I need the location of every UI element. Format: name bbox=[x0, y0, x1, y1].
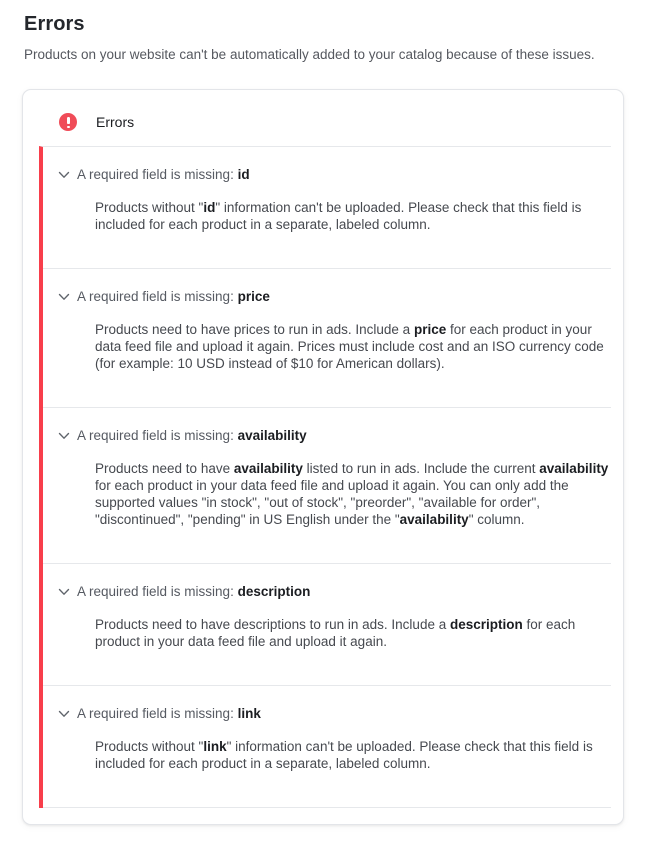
error-item-toggle[interactable] bbox=[57, 166, 611, 183]
error-item-toggle[interactable] bbox=[57, 427, 611, 444]
error-item bbox=[43, 564, 611, 686]
page-title: Errors bbox=[24, 13, 85, 35]
error-item-title: A required field is missing: id bbox=[77, 167, 250, 182]
error-item bbox=[43, 147, 611, 269]
errors-card bbox=[22, 89, 624, 825]
error-item-toggle[interactable] bbox=[57, 583, 611, 600]
error-item-title: A required field is missing: link bbox=[77, 706, 261, 721]
error-item-description: Products without "link" information can't be uploaded. Please check that this field is included for each product in a separate, labeled column. bbox=[95, 739, 593, 771]
error-item-toggle[interactable] bbox=[57, 288, 611, 305]
error-item-description: Products need to have availability listed to run in ads. Include the current availability for each product in your data feed file and upload it again. You can only add the supported values "in stock", "out of stock", "preorder", "available for order", "discontinued", "pending" in US English under the "availability" column. bbox=[95, 461, 609, 527]
error-list bbox=[39, 146, 611, 808]
error-item-toggle[interactable] bbox=[57, 705, 611, 722]
error-item bbox=[43, 269, 611, 408]
error-item-description: Products need to have prices to run in ads. Include a price for each product in your data feed file and upload it again. Prices must include cost and an ISO currency code (for example: 10 USD instead of $10 for American dollars). bbox=[95, 322, 604, 371]
chevron-down-icon[interactable] bbox=[57, 585, 71, 599]
chevron-down-icon[interactable] bbox=[57, 168, 71, 182]
error-item-description: Products need to have descriptions to run in ads. Include a description for each product in your data feed file and upload it again. bbox=[95, 617, 576, 649]
chevron-down-icon[interactable] bbox=[57, 429, 71, 443]
page-subtitle: Products on your website can't be automatically added to your catalog because of these issues. bbox=[24, 47, 595, 62]
chevron-down-icon[interactable] bbox=[57, 290, 71, 304]
error-item-title: A required field is missing: price bbox=[77, 289, 270, 304]
error-item bbox=[43, 686, 611, 808]
error-item bbox=[43, 408, 611, 564]
chevron-down-icon[interactable] bbox=[57, 707, 71, 721]
error-item-title: A required field is missing: availability bbox=[77, 428, 307, 443]
error-item-description: Products without "id" information can't be uploaded. Please check that this field is included for each product in a separate, labeled column. bbox=[95, 200, 582, 232]
error-item-title: A required field is missing: description bbox=[77, 584, 311, 599]
error-icon bbox=[59, 113, 77, 131]
errors-card-header-label: Errors bbox=[96, 114, 135, 130]
errors-card-header bbox=[23, 90, 623, 146]
